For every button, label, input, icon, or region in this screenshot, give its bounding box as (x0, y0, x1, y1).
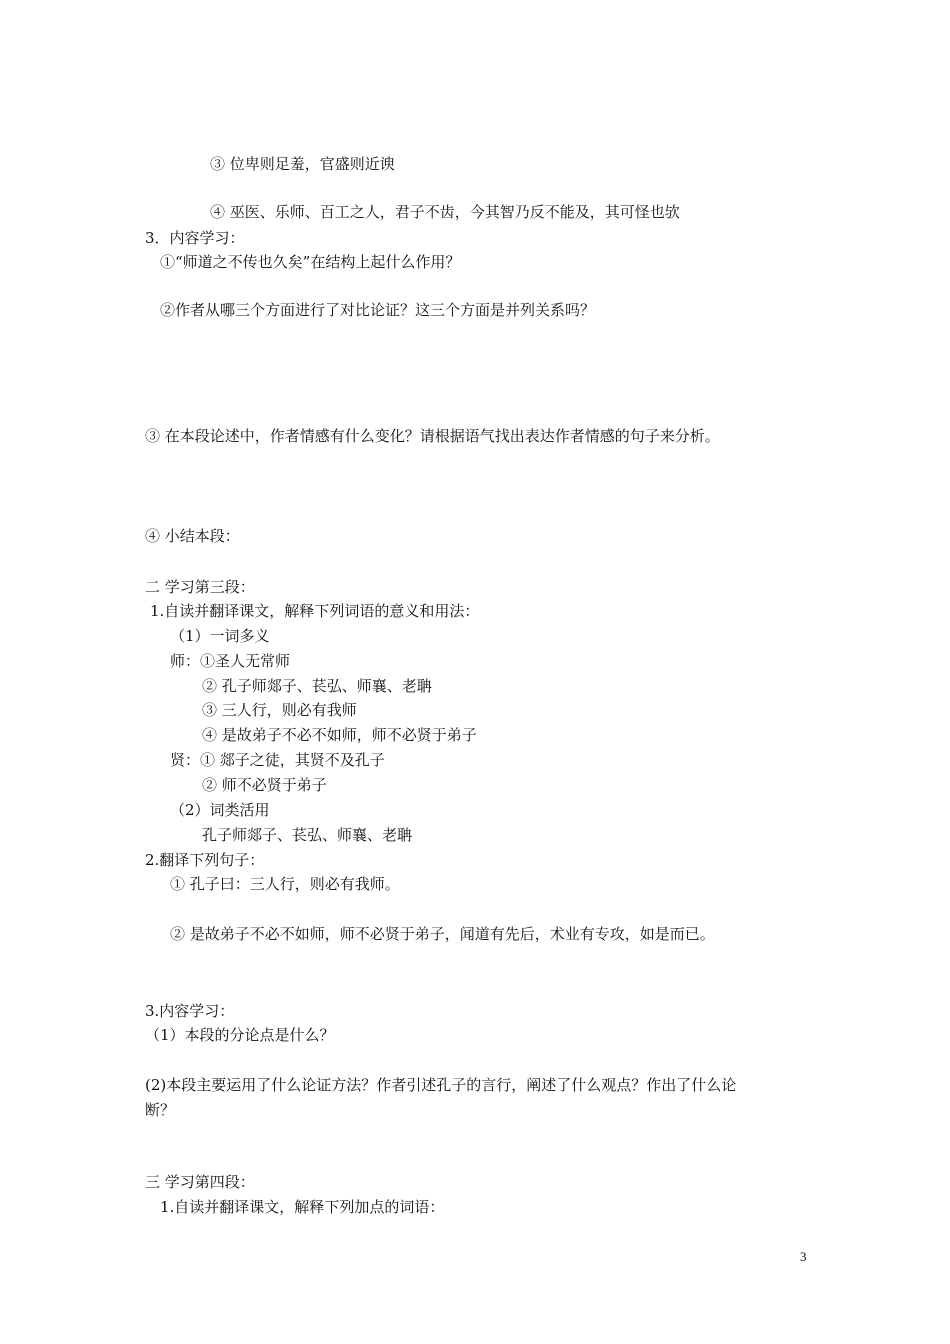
text-line: 师：①圣人无常师 (170, 652, 291, 670)
question-line: ③ 在本段论述中，作者情感有什么变化？请根据语气找出表达作者情感的句子来分析。 (145, 427, 720, 445)
text-line: 孔子师郯子、苌弘、师襄、老聃 (202, 826, 413, 844)
text-line: 贤：① 郯子之徒，其贤不及孔子 (170, 751, 385, 769)
text-line: ② 是故弟子不必不如师，师不必贤于弟子，闻道有先后，术业有专攻，如是而已。 (170, 925, 715, 943)
section-heading: 二 学习第三段： (145, 578, 255, 596)
text-line: ④ 巫医、乐师、百工之人，君子不齿，今其智乃反不能及，其可怪也欤 (210, 203, 680, 221)
question-line: ②作者从哪三个方面进行了对比论证？这三个方面是并列关系吗？ (160, 301, 596, 319)
question-line: （1）本段的分论点是什么？ (145, 1026, 335, 1044)
text-line: ② 师不必贤于弟子 (202, 776, 327, 794)
question-line: ①“师道之不传也久矣”在结构上起什么作用？ (160, 253, 461, 271)
section-heading: 3.内容学习： (145, 1002, 235, 1020)
section-heading: 3．内容学习： (145, 229, 245, 247)
page-number: 3 (800, 1249, 807, 1264)
text-line: （2）词类活用 (170, 801, 270, 819)
text-line: ④ 是故弟子不必不如师，师不必贤于弟子 (202, 726, 477, 744)
text-line: ② 孔子师郯子、苌弘、师襄、老聃 (202, 677, 432, 695)
text-line: ③ 位卑则足羞，官盛则近谀 (210, 155, 395, 173)
section-heading: 三 学习第四段： (145, 1173, 255, 1191)
text-line: 1.自读并翻译课文，解释下列加点的词语： (160, 1198, 445, 1216)
text-line: ① 孔子曰：三人行，则必有我师。 (170, 875, 400, 893)
text-line: ③ 三人行，则必有我师 (202, 701, 357, 719)
section-heading: 2.翻译下列句子： (145, 851, 265, 869)
text-line: 1.自读并翻译课文，解释下列词语的意义和用法： (150, 602, 480, 620)
question-line: ④ 小结本段： (145, 527, 240, 545)
question-line: 断？ (145, 1101, 176, 1119)
text-line: （1）一词多义 (170, 627, 270, 645)
question-line: (2)本段主要运用了什么论证方法？作者引述孔子的言行，阐述了什么观点？作出了什么论 (145, 1076, 737, 1094)
